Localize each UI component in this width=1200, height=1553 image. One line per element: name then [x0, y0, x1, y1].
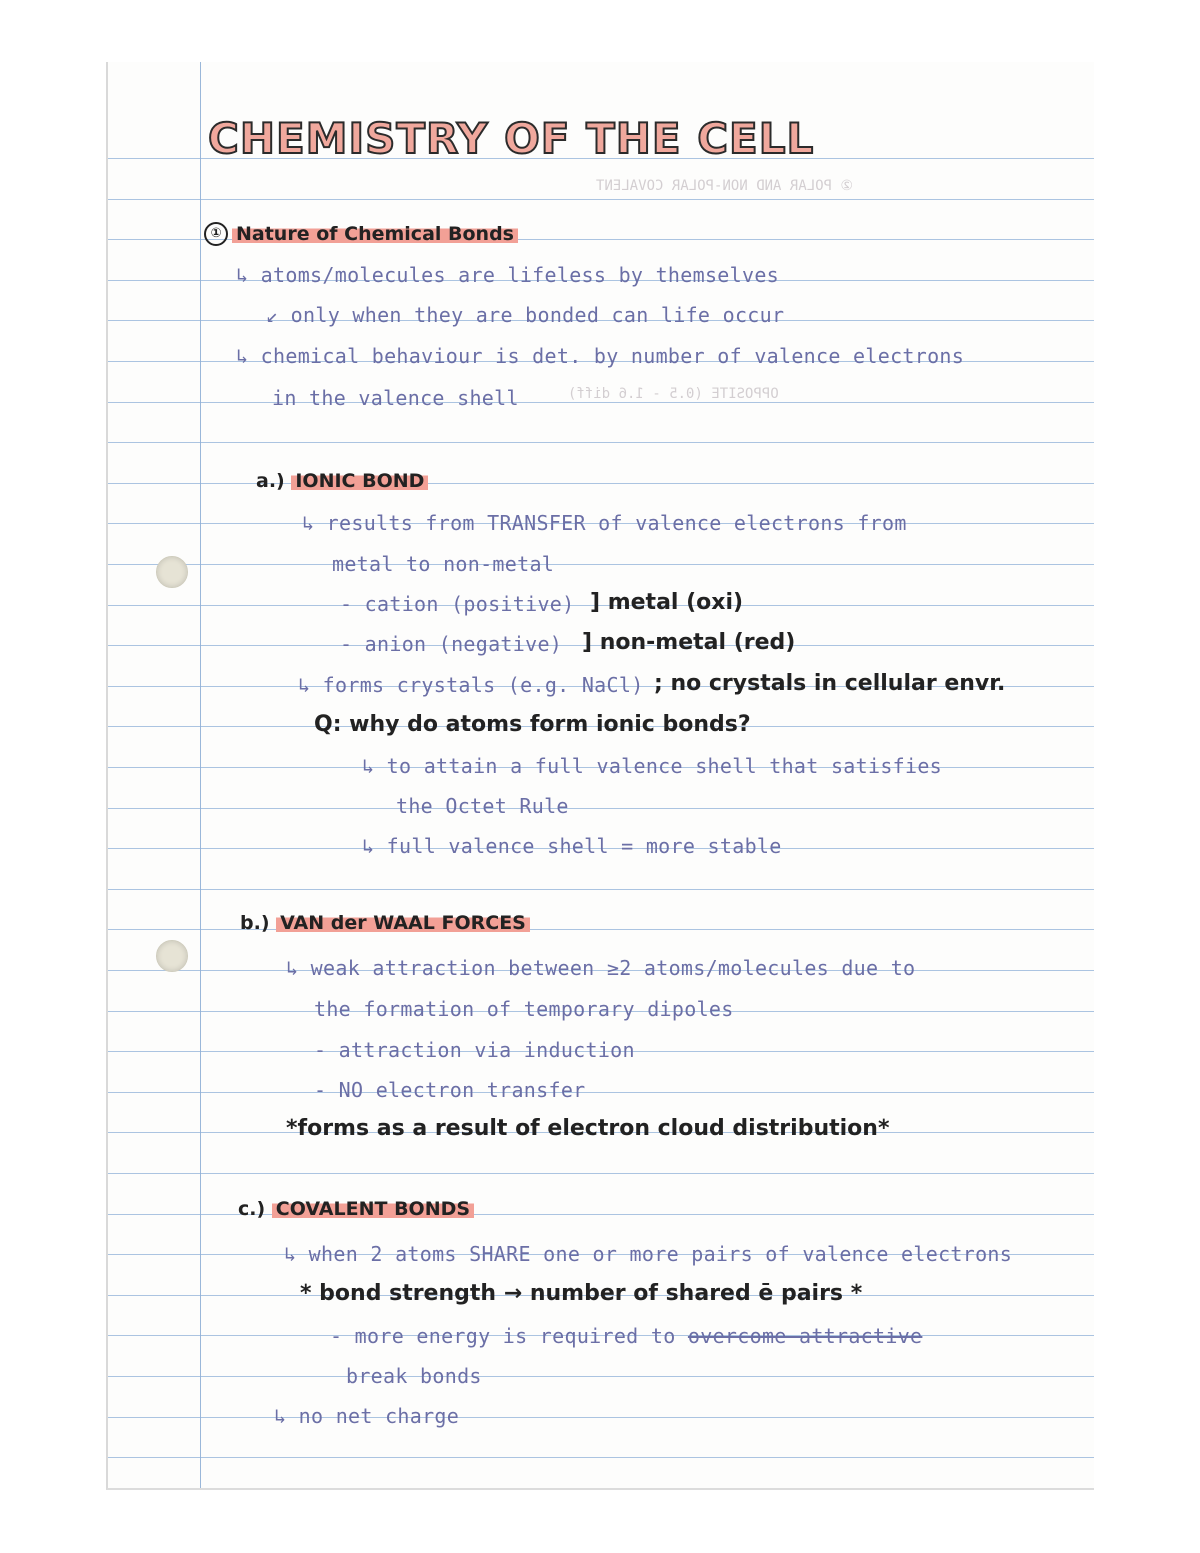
ruled-line	[108, 889, 1094, 890]
note-line: ↳ to attain a full valence shell that satisfies	[362, 754, 943, 778]
note-emphasis: ; no crystals in cellular envr.	[654, 671, 1006, 696]
note-line: the formation of temporary dipoles	[314, 997, 734, 1021]
punch-hole	[156, 556, 188, 588]
note-line: ↙ only when they are bonded can life occur	[266, 303, 785, 327]
note-line: ↳ results from TRANSFER of valence electrons from	[302, 511, 907, 535]
section-heading	[204, 222, 518, 246]
covalent-heading-text: COVALENT BONDS	[272, 1198, 474, 1220]
ruled-line	[108, 1092, 1094, 1093]
note-line: ↳ full valence shell = more stable	[362, 834, 782, 858]
note-line: ↳ when 2 atoms SHARE one or more pairs of valence electrons	[284, 1242, 1013, 1266]
note-line: - anion (negative)	[340, 632, 563, 656]
punch-hole	[156, 940, 188, 972]
vdw-label: b.)	[240, 912, 270, 934]
note-line: - NO electron transfer	[314, 1078, 586, 1102]
ruled-line	[108, 1457, 1094, 1458]
ruled-line	[108, 1376, 1094, 1377]
note-emphasis: ] metal (oxi)	[590, 590, 744, 615]
note-line	[330, 1326, 922, 1346]
ruled-line	[108, 1417, 1094, 1418]
margin-line	[200, 62, 201, 1488]
note-line-part: - more energy is required to	[330, 1324, 676, 1348]
note-line: - cation (positive)	[340, 592, 575, 616]
note-question: Q: why do atoms form ionic bonds?	[314, 712, 751, 737]
ruled-line	[108, 564, 1094, 565]
ionic-label: a.)	[256, 470, 285, 492]
note-line: metal to non-metal	[332, 552, 555, 576]
ruled-line	[108, 402, 1094, 403]
section-heading-text: Nature of Chemical Bonds	[232, 223, 518, 245]
ruled-line	[108, 1173, 1094, 1174]
ionic-heading-text: IONIC BOND	[291, 470, 428, 492]
section-number: ①	[204, 222, 228, 246]
ionic-heading	[256, 472, 428, 491]
notebook-page	[106, 62, 1094, 1490]
vdw-heading	[240, 914, 530, 933]
note-line: ↳ forms crystals (e.g. NaCl)	[298, 673, 644, 697]
ruled-line	[108, 199, 1094, 200]
page-title: CHEMISTRY OF THE CELL	[208, 114, 815, 163]
note-line: the Octet Rule	[396, 794, 569, 818]
note-line: ↳ chemical behaviour is det. by number of valence electrons	[236, 344, 965, 368]
bleed-through-text: ② POLAR AND NON-POLAR COVALENT	[596, 178, 853, 194]
note-line: break bonds	[346, 1364, 482, 1388]
crossed-out-text: overcome attractive	[687, 1324, 923, 1348]
note-line: ↳ no net charge	[274, 1404, 460, 1428]
note-line: ↳ weak attraction between ≥2 atoms/molecules due to	[286, 956, 916, 980]
vdw-heading-text: VAN der WAAL FORCES	[276, 912, 530, 934]
bleed-through-text: OPPOSITE (0.5 - 1.6 diff)	[568, 386, 779, 402]
covalent-heading	[238, 1200, 474, 1219]
ruled-line	[108, 442, 1094, 443]
covalent-label: c.)	[238, 1198, 266, 1220]
note-line: ↳ atoms/molecules are lifeless by themselves	[236, 263, 780, 287]
note-line: in the valence shell	[272, 386, 519, 410]
note-line: - attraction via induction	[314, 1038, 635, 1062]
note-emphasis: * bond strength → number of shared ē pairs *	[300, 1281, 863, 1306]
ruled-line	[108, 808, 1094, 809]
note-emphasis: *forms as a result of electron cloud distribution*	[286, 1116, 890, 1141]
note-emphasis: ] non-metal (red)	[582, 630, 796, 655]
